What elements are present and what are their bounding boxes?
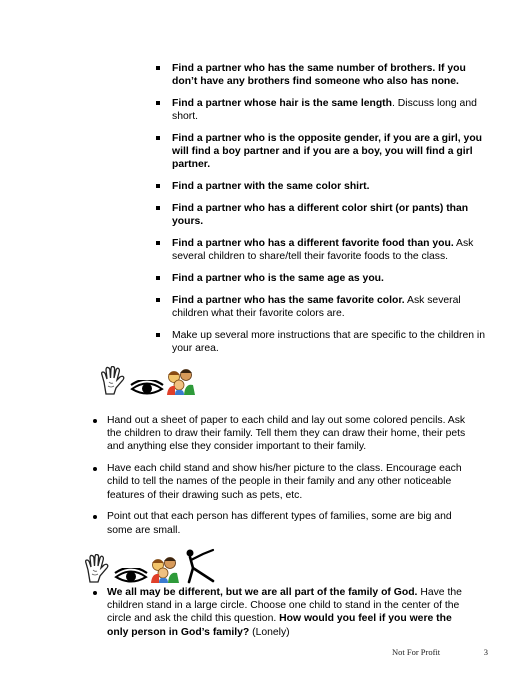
list-item: Find a partner who has a different color shirt (or pants) than yours. [156, 202, 492, 228]
list-item: Find a partner whose hair is the same length. Discuss long and short. [156, 97, 492, 123]
list-item: Hand out a sheet of paper to each child and lay out some colored pencils. Ask the children to draw their family. Tell them they can draw their home, their pets and anything else they consider important to their family. [93, 414, 475, 454]
hand-icon [84, 554, 110, 584]
page-number: 3 [483, 647, 488, 657]
family-of-god-list [93, 586, 475, 647]
list-item: Find a partner who has a different favorite food than you. Ask several children to share/tell their favorite foods to the class. [156, 237, 492, 263]
hand-icon [100, 366, 126, 396]
list-item: Find a partner with the same color shirt. [156, 180, 492, 193]
list-item: Make up several more instructions that are specific to the children in your area. [156, 329, 492, 355]
children-icon [165, 368, 197, 396]
stretching-figure-icon [183, 548, 217, 584]
footer-text: Not For Profit [392, 647, 441, 657]
list-item: Find a partner who has the same number of brothers. If you don’t have any brothers find someone who also has none. [156, 62, 492, 88]
partner-instructions-list [156, 62, 492, 364]
list-item: Find a partner who is the opposite gender, if you are a girl, you will find a boy partner and if you are a boy, you will find a girl partner. [156, 132, 492, 172]
list-item: Point out that each person has different types of families, some are big and some are small. [93, 510, 475, 536]
list-item: Find a partner who is the same age as you. [156, 272, 492, 285]
eye-icon [130, 380, 164, 396]
list-item: We all may be different, but we are all part of the family of God. Have the children stand in a large circle. Choose one child to stand in the center of the circle and ask the child this question. How would you feel if you were the only person in God’s family? (Lonely) [93, 586, 475, 639]
eye-icon [114, 568, 148, 584]
activity-icons-row-1 [100, 366, 197, 396]
family-drawing-list [93, 414, 475, 545]
list-item: Find a partner who has the same favorite color. Ask several children what their favorite colors are. [156, 294, 492, 320]
children-icon [149, 556, 181, 584]
list-item: Have each child stand and show his/her picture to the class. Encourage each child to tell the names of the people in their family and any other noticeable features of their drawing such as pets, etc. [93, 462, 475, 502]
page-footer [392, 646, 488, 659]
activity-icons-row-2 [84, 548, 217, 584]
